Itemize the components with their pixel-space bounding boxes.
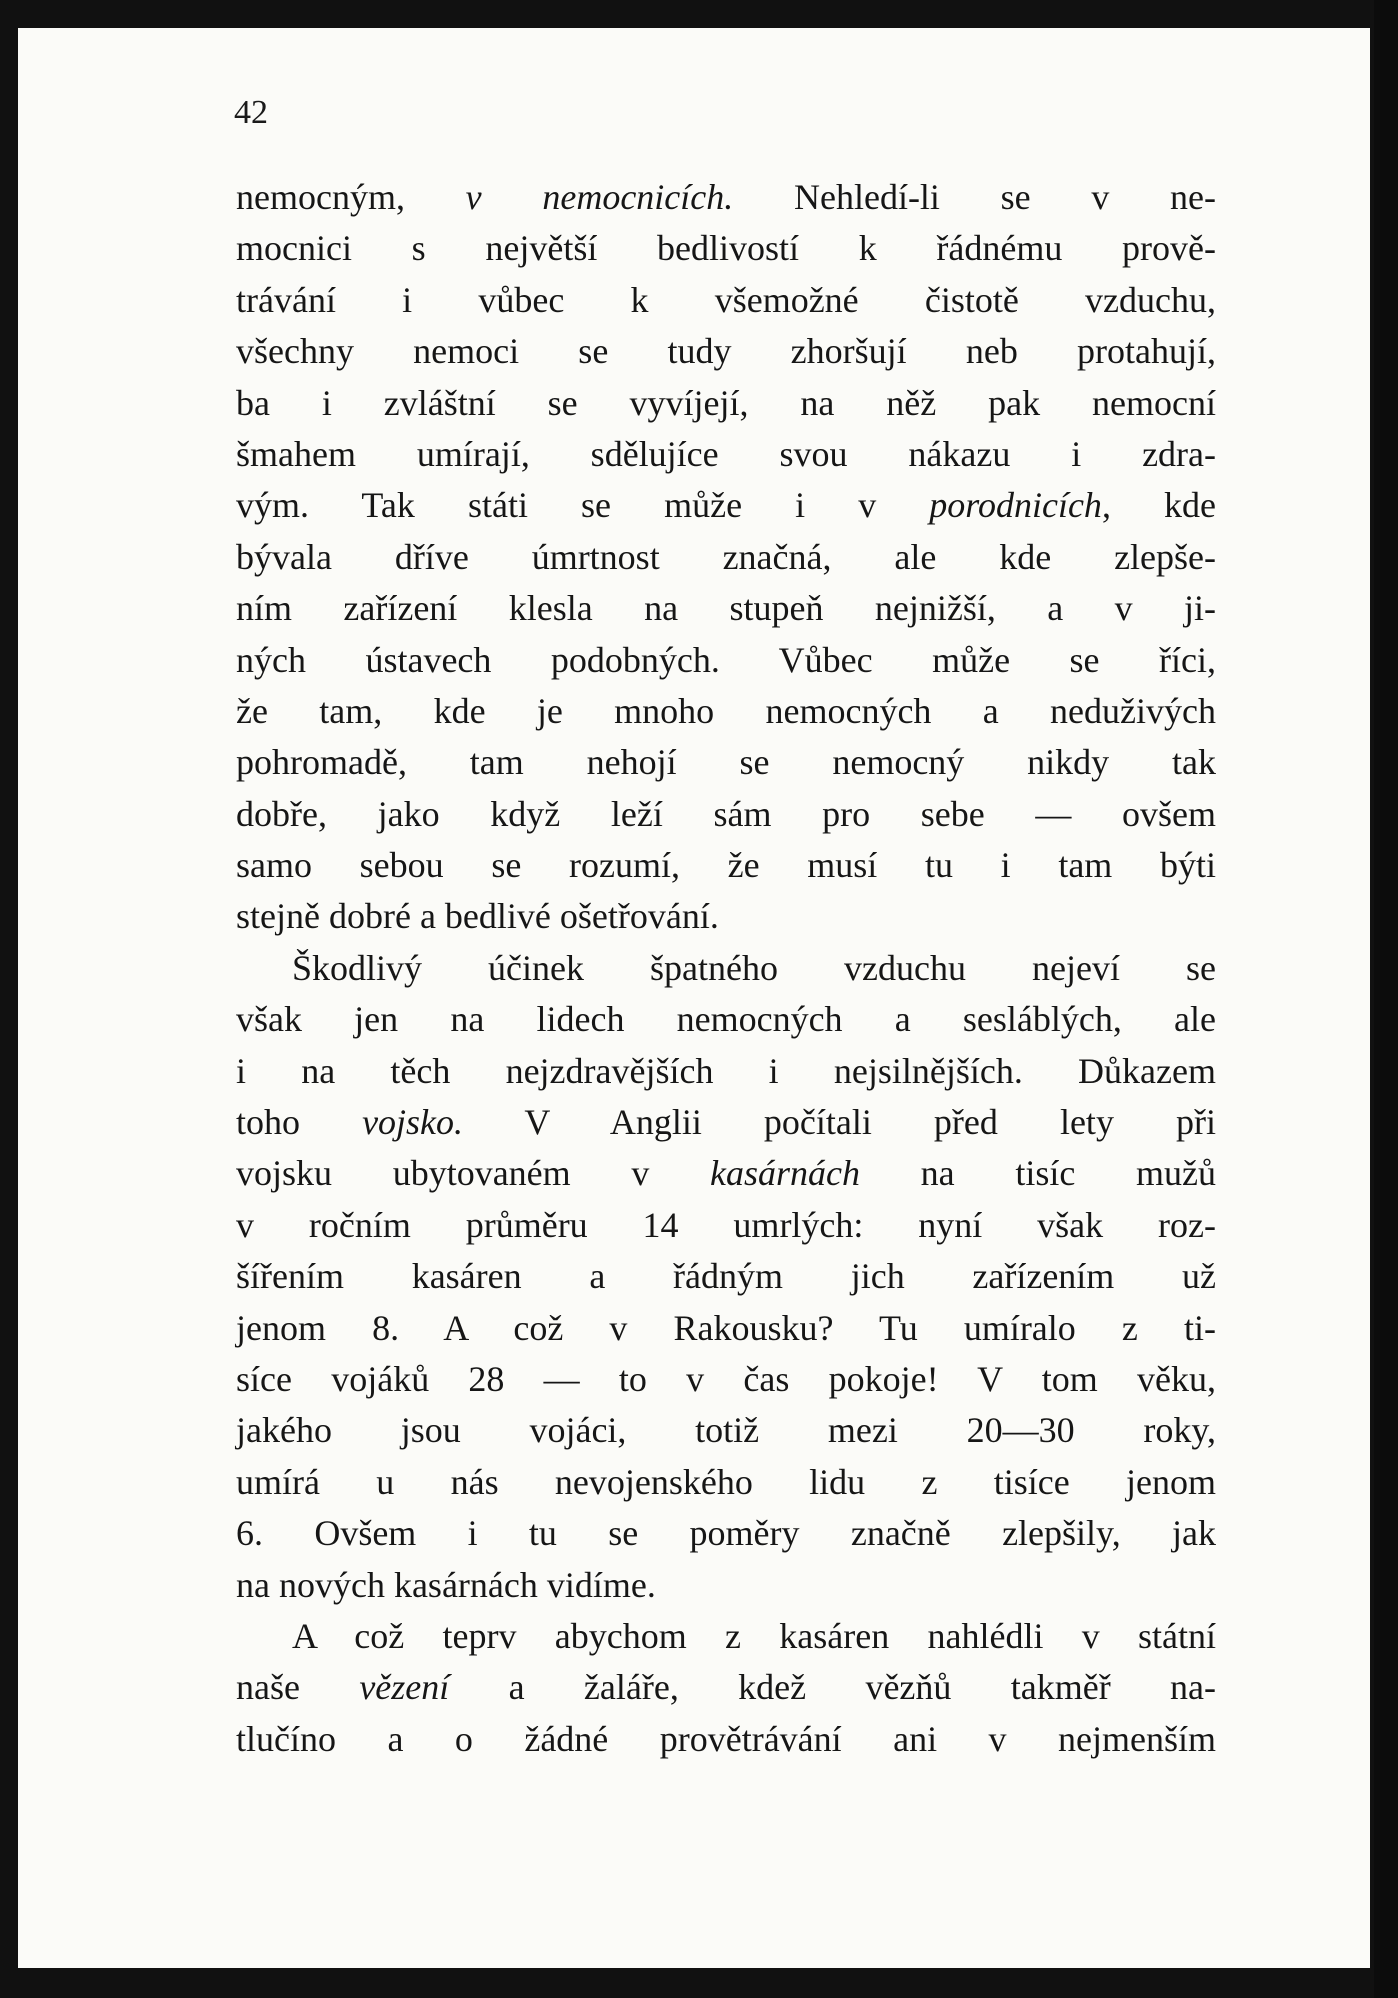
text-line [236,943,1216,994]
text-line [236,635,1216,686]
body-text [236,172,1216,1765]
text-line [236,1611,1216,1662]
paragraph [236,172,1216,943]
text-segment: 6. Ovšem i tu se poměry značně zlepšily, jak [236,1513,1216,1554]
paragraph [236,943,1216,1611]
text-segment: však jen na lidech nemocných a sesláblých, ale [236,999,1216,1040]
text-segment: mocnici s největší bedlivostí k řádnému prově- [236,228,1216,269]
text-line [236,891,1216,942]
text-line [236,1303,1216,1354]
text-line [236,1457,1216,1508]
text-segment: ním zařízení klesla na stupeň nejnižší, a v ji- [236,588,1216,629]
text-segment: že tam, kde je mnoho nemocných a neduživých [236,690,1216,731]
text-segment: pohromadě, tam nehojí se nemocný nikdy tak [236,742,1216,783]
text-line [236,1560,1216,1611]
text-line [236,583,1216,634]
text-segment: toho [236,1102,363,1143]
text-line [236,789,1216,840]
text-segment: i na těch nejzdravějších i nejsilnějších. Důkazem [236,1050,1216,1091]
text-line [236,686,1216,737]
text-segment: v ročním průměru 14 umrlých: nyní však roz- [236,1204,1216,1245]
text-line [236,1200,1216,1251]
text-segment: umírá u nás nevojenského lidu z tisíce jenom [236,1461,1216,1502]
text-line [236,1662,1216,1713]
emphasized-text: v nemocnicích. [465,177,734,217]
text-line [236,1046,1216,1097]
text-segment: V Anglii počítali před lety při [463,1102,1216,1143]
text-segment: Škodlivý účinek špatného vzduchu nejeví se [292,947,1216,988]
text-line [236,1097,1216,1148]
text-segment: samo sebou se rozumí, že musí tu i tam býti [236,845,1216,886]
text-segment: dobře, jako když leží sám pro sebe — ovšem [236,793,1216,834]
text-segment: trávání i vůbec k všemožné čistotě vzduchu, [236,279,1216,320]
text-segment: a žaláře, kdež vězňů takměř na- [449,1667,1217,1708]
text-line [236,480,1216,531]
text-segment: ných ústavech podobných. Vůbec může se říci, [236,639,1216,680]
text-segment: jakého jsou vojáci, totiž mezi 20—30 roky, [236,1410,1216,1451]
text-segment: vým. Tak státi se může i v [236,485,930,526]
text-line [236,172,1216,223]
text-segment: stejně dobré a bedlivé ošetřování. [236,896,719,937]
text-line [236,223,1216,274]
text-segment: Nehledí-li se v ne- [733,177,1216,217]
text-line [236,994,1216,1045]
text-line [236,326,1216,377]
paragraph [236,1611,1216,1765]
text-segment: šmahem umírají, sdělujíce svou nákazu i zdra- [236,433,1216,474]
text-segment: naše [236,1667,360,1708]
text-segment: síce vojáků 28 — to v čas pokoje! V tom věku, [236,1358,1216,1399]
text-line [236,532,1216,583]
text-line [236,378,1216,429]
emphasized-text: kasárnách [710,1153,860,1194]
text-line [236,1251,1216,1302]
scan-edge [1374,0,1398,1998]
text-segment: na nových kasárnách vidíme. [236,1564,656,1605]
page-number: 42 [234,94,268,131]
text-segment: ba i zvláštní se vyvíjejí, na něž pak nemocní [236,382,1216,423]
emphasized-text: vojsko. [362,1102,464,1143]
text-line [236,1354,1216,1405]
text-segment: jenom 8. A což v Rakousku? Tu umíralo z ti- [236,1307,1216,1348]
text-line [236,275,1216,326]
text-line [236,1405,1216,1456]
text-line [236,1714,1216,1765]
text-line [236,840,1216,891]
text-segment: , kde [1101,485,1216,526]
text-segment: tlučíno a o žádné provětrávání ani v nejmenším [236,1718,1216,1759]
text-line [236,1148,1216,1199]
text-line [236,737,1216,788]
emphasized-text: porodnicích [929,485,1102,526]
text-segment: A což teprv abychom z kasáren nahlédli v státní [292,1615,1216,1656]
text-segment: na tisíc mužů [860,1153,1216,1194]
text-line [236,1508,1216,1559]
text-line [236,429,1216,480]
text-segment: vojsku ubytovaném v [236,1153,711,1194]
text-segment: nemocným, [236,177,466,217]
text-segment: všechny nemoci se tudy zhoršují neb protahují, [236,331,1216,372]
emphasized-text: vězení [359,1667,450,1708]
text-segment: bývala dříve úmrtnost značná, ale kde zlepše- [236,536,1216,577]
text-segment: šířením kasáren a řádným jich zařízením už [236,1256,1216,1297]
